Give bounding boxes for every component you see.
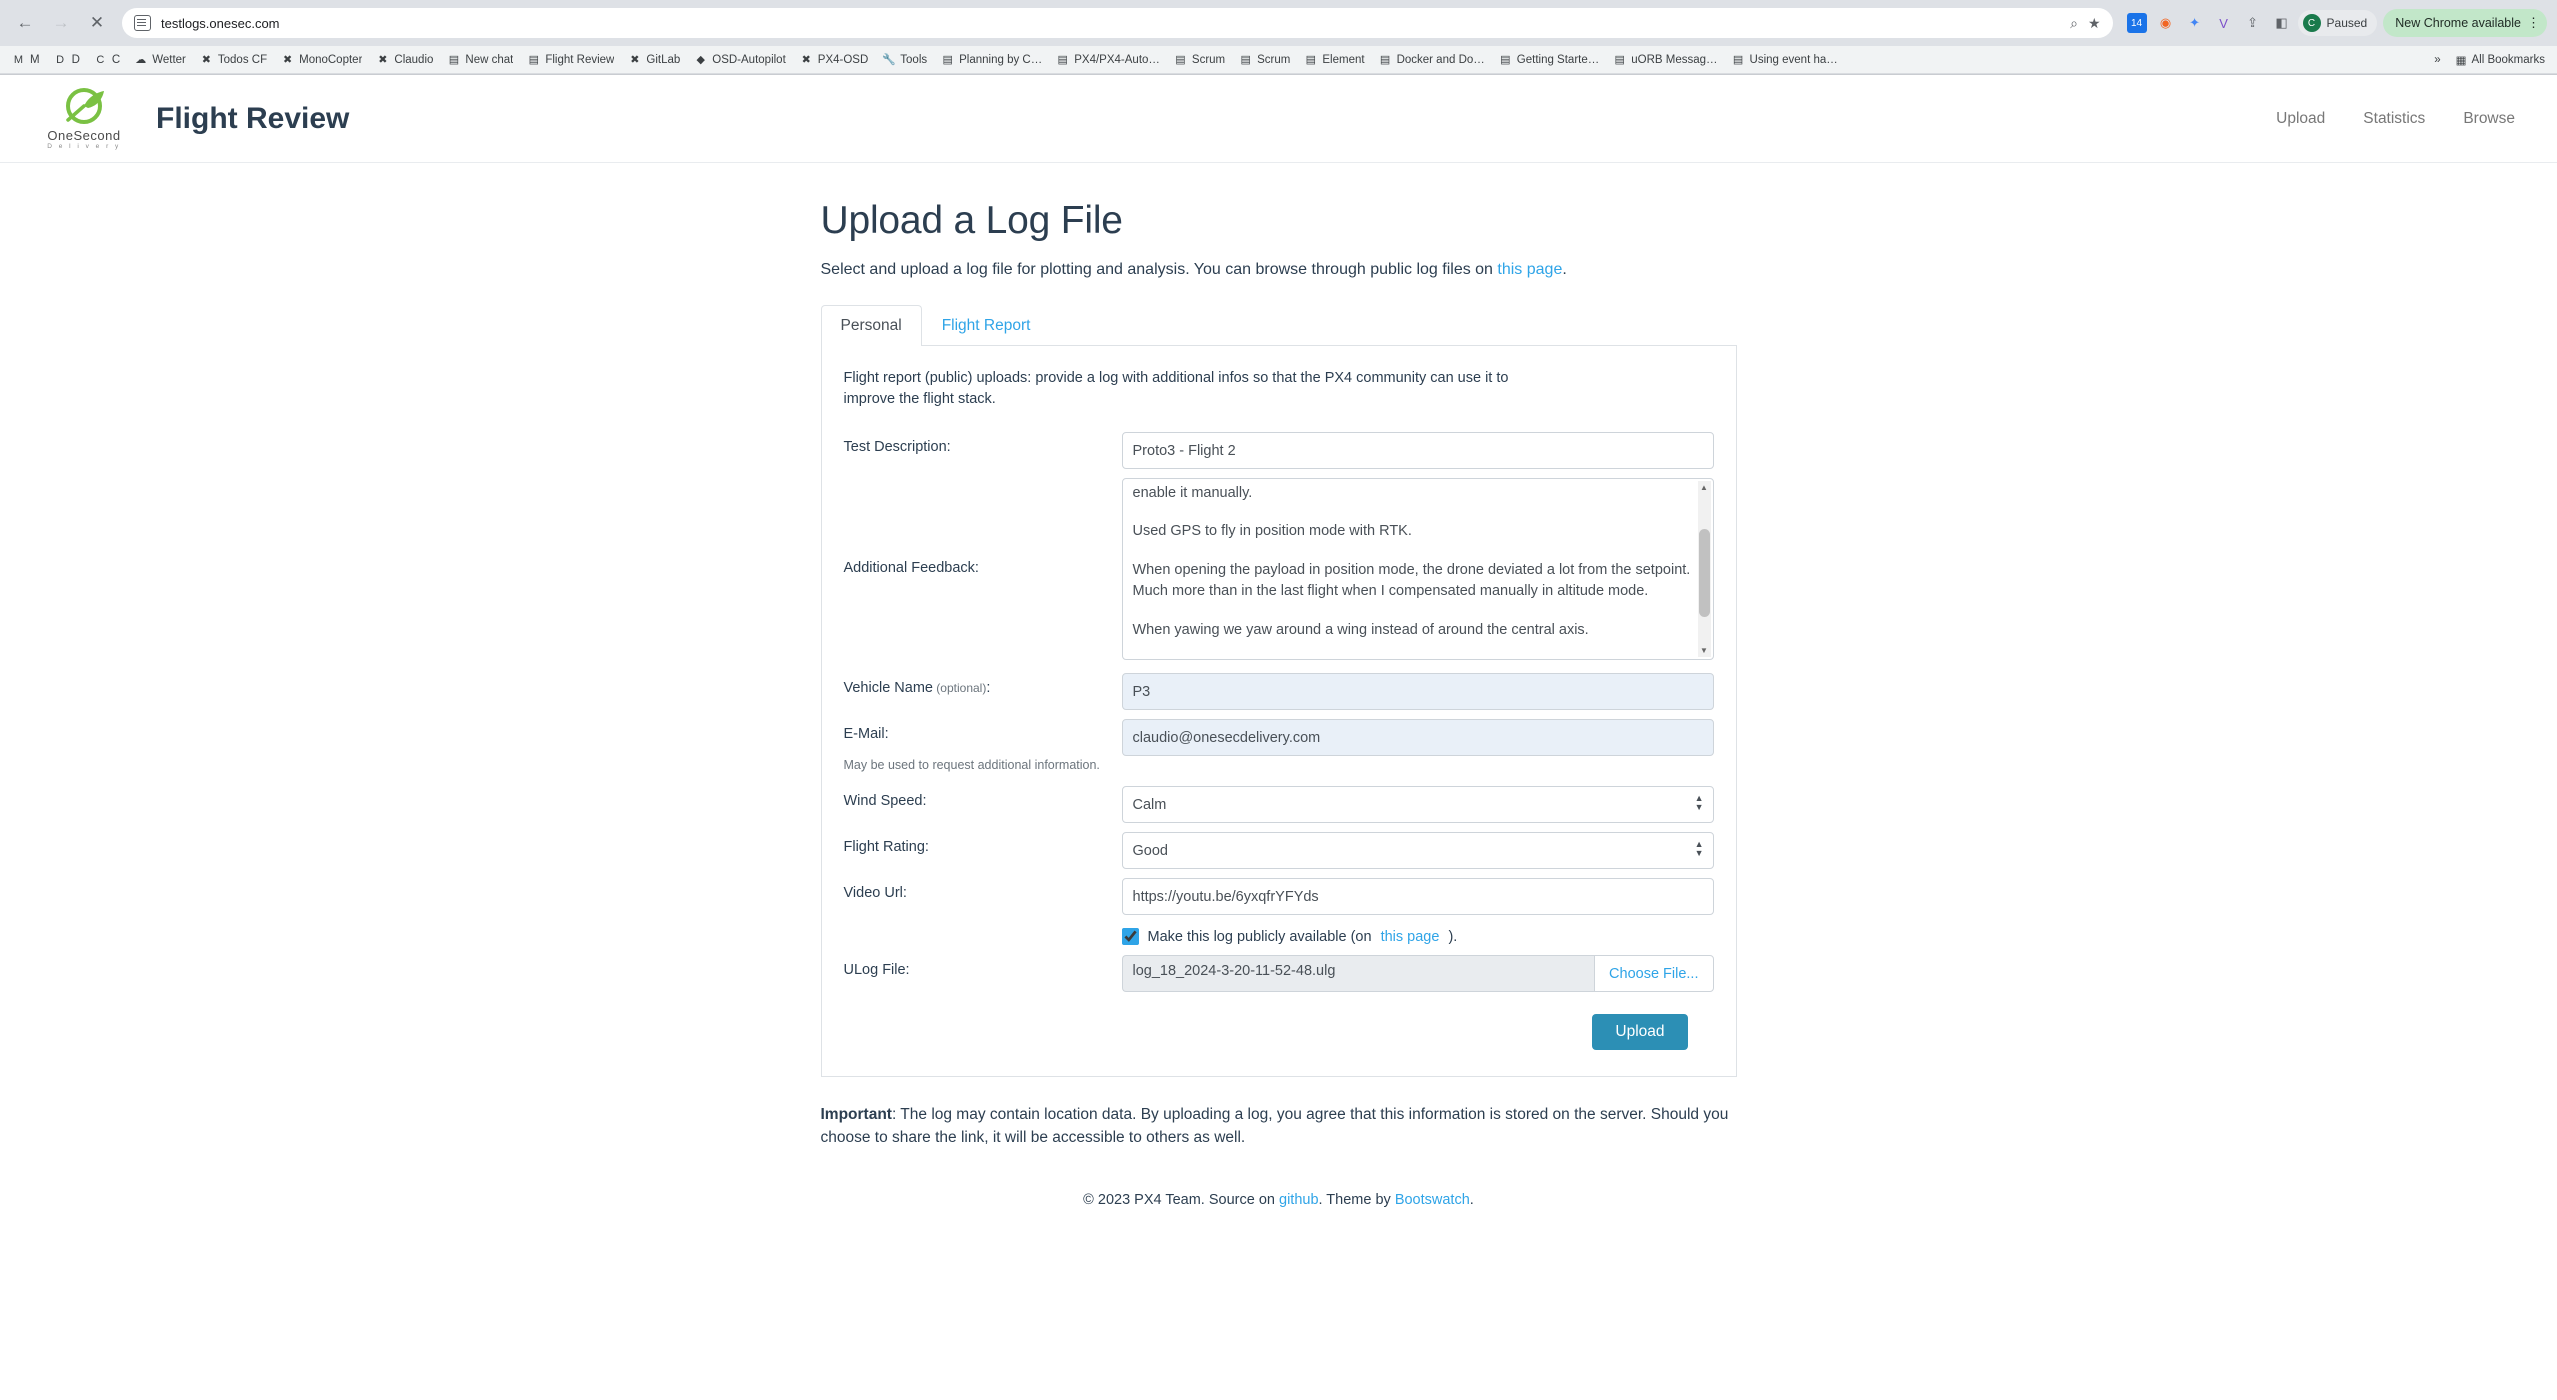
docker-icon: ▤ xyxy=(1379,54,1391,66)
share-icon[interactable]: ⇪ xyxy=(2247,15,2258,30)
puzzle-icon[interactable]: ✦ xyxy=(2189,15,2200,30)
feedback-label: Additional Feedback: xyxy=(843,560,979,577)
feedback-scrollbar[interactable] xyxy=(1698,481,1711,657)
bookmark-label: uORB Messag… xyxy=(1631,53,1718,66)
nav-item-browse[interactable]: Browse xyxy=(2463,109,2515,127)
feedback-textarea[interactable] xyxy=(1122,478,1714,660)
bookmark-label: C xyxy=(111,53,121,66)
wind-speed-select[interactable] xyxy=(1122,786,1714,823)
bookmark-label: Flight Review xyxy=(545,53,615,66)
uorb-icon: ▤ xyxy=(1614,54,1625,66)
important-text: : The log may contain location data. By uploading a log, you agree that this information is stored on the server. Should you choose to share the link, it will be accessible to others as well. xyxy=(820,1106,1729,1147)
public-prefix-text: Make this log publicly available (on xyxy=(1147,928,1372,945)
tools-folder-icon: 🔧 xyxy=(882,54,896,66)
newchat-icon: ▤ xyxy=(448,54,460,66)
footer-theme-text: . Theme by xyxy=(1318,1191,1395,1208)
scrum2-icon: ▤ xyxy=(1240,54,1251,66)
bookmarks-bar xyxy=(0,46,2557,74)
bookmark-label: Todos CF xyxy=(217,53,268,66)
bookmark-item[interactable] xyxy=(1607,50,1723,69)
bookmark-label: New chat xyxy=(465,53,514,66)
tab-personal[interactable]: Personal xyxy=(821,305,922,346)
field-row-feedback xyxy=(844,478,1714,660)
vehicle-optional-text: (optional) xyxy=(932,681,987,696)
logo[interactable] xyxy=(30,87,138,150)
description-label: Test Description: xyxy=(843,439,951,456)
events-icon: ▤ xyxy=(1732,54,1744,66)
address-bar[interactable] xyxy=(122,8,2113,38)
email-label: E-Mail: xyxy=(843,726,889,743)
important-notice xyxy=(821,1103,1737,1150)
bookmark-item[interactable] xyxy=(275,50,368,69)
bookmark-label: Docker and Do… xyxy=(1396,53,1485,66)
description-input[interactable] xyxy=(1122,432,1714,469)
chevron-updown-icon: ▲ ▼ xyxy=(1694,839,1704,859)
important-label: Important xyxy=(820,1106,892,1124)
bookmark-item[interactable] xyxy=(1298,50,1370,69)
field-row-email xyxy=(844,719,1714,756)
public-suffix-text: ). xyxy=(1448,928,1458,945)
public-availability-row xyxy=(1122,928,1714,945)
page-footer xyxy=(821,1192,1737,1228)
nav-item-upload[interactable]: Upload xyxy=(2276,109,2326,127)
vpn-icon[interactable]: V xyxy=(2219,15,2228,31)
extension-icons xyxy=(2125,13,2292,33)
field-row-rating xyxy=(844,832,1714,869)
address-bar-url[interactable]: testlogs.onesec.com xyxy=(161,15,280,31)
back-button[interactable]: ← xyxy=(16,13,34,32)
monocopter-icon: ✖ xyxy=(283,54,293,66)
bookmark-label: PX4/PX4-Auto… xyxy=(1074,53,1160,66)
vehicle-label xyxy=(844,673,1122,696)
field-row-wind xyxy=(844,786,1714,823)
browse-logs-link[interactable]: this page xyxy=(1497,261,1563,278)
flight-rating-select[interactable] xyxy=(1122,832,1714,869)
logo-text: OneSecond xyxy=(47,128,121,143)
bookmark-label: Tools xyxy=(900,53,928,66)
planning-icon: ▤ xyxy=(942,54,953,66)
site-header xyxy=(0,75,2557,163)
choose-file-button[interactable]: Choose File... xyxy=(1594,955,1713,992)
update-label: New Chrome available xyxy=(2395,16,2521,30)
bookmark-item[interactable] xyxy=(370,50,439,69)
video-url-input[interactable] xyxy=(1122,878,1714,915)
footer-period: . xyxy=(1469,1191,1474,1208)
bookmark-label: M xyxy=(30,53,40,66)
bookmark-label: Using event ha… xyxy=(1749,53,1838,66)
bookmark-item[interactable] xyxy=(441,50,519,69)
browser-toolbar xyxy=(0,0,2557,46)
ulog-file-label: ULog File: xyxy=(843,962,910,979)
bookmark-label: Planning by C… xyxy=(959,53,1043,66)
nav-item-statistics[interactable]: Statistics xyxy=(2363,109,2426,127)
logo-mark-icon xyxy=(52,87,116,127)
scrollbar-thumb[interactable] xyxy=(1699,529,1710,617)
kebab-icon[interactable]: ⋮ xyxy=(2527,15,2539,30)
tab-flight-report[interactable]: Flight Report xyxy=(941,317,1031,334)
px4-autopilot-icon: ▤ xyxy=(1057,54,1068,66)
ulog-file-name: log_18_2024-3-20-11-52-48.ulg xyxy=(1122,955,1595,992)
bookmark-label: Claudio xyxy=(394,53,434,66)
bookmarks-overflow-button[interactable]: » xyxy=(2434,53,2441,66)
page-lead xyxy=(821,261,1737,279)
bookmark-label: PX4-OSD xyxy=(817,53,869,66)
bookmark-label: Element xyxy=(1322,53,1365,66)
feedback-paragraph: enable it manually. xyxy=(1132,485,1253,502)
upload-button-row xyxy=(844,1014,1714,1050)
field-row-video xyxy=(844,878,1714,915)
bookmark-item[interactable] xyxy=(876,50,933,69)
feedback-paragraph: When opening the payload in position mode, the drone deviated a lot from the setpoint. Much more than in the last flight when I compensated manually in altitude mode. xyxy=(1132,561,1691,600)
osd-autopilot-icon: ◆ xyxy=(696,54,705,66)
bookmark-label: Wetter xyxy=(152,53,186,66)
bookmark-item[interactable] xyxy=(128,50,192,69)
px4-osd-icon: ✖ xyxy=(801,54,811,66)
getting-started-icon: ▤ xyxy=(1500,54,1511,66)
paused-label: Paused xyxy=(2326,16,2368,30)
element-icon: ▤ xyxy=(1305,54,1317,66)
public-page-link[interactable]: this page xyxy=(1380,928,1440,945)
email-input[interactable] xyxy=(1122,719,1714,756)
bookmark-item[interactable] xyxy=(1373,50,1491,69)
bookmark-item[interactable] xyxy=(1168,50,1231,69)
bookmark-label: Scrum xyxy=(1257,53,1291,66)
upload-form-panel xyxy=(821,346,1737,1077)
profile-paused-button[interactable] xyxy=(2298,10,2378,36)
extension-badge-icon[interactable]: 14 xyxy=(2127,13,2147,33)
page-body xyxy=(0,75,2557,1400)
field-row-description xyxy=(844,432,1714,469)
feedback-paragraph: When yawing we yaw around a wing instead of around the central axis. xyxy=(1132,621,1589,638)
todos-icon: ✖ xyxy=(201,54,211,66)
all-bookmarks-button[interactable] xyxy=(2450,50,2551,70)
bookmark-label: OSD-Autopilot xyxy=(712,53,786,66)
bookmark-label: Scrum xyxy=(1191,53,1226,66)
logo-subtext: D e l i v e r y xyxy=(47,143,121,150)
scroll-down-icon[interactable]: ▼ xyxy=(1698,644,1711,657)
upload-tabs xyxy=(821,305,1737,346)
make-public-checkbox[interactable] xyxy=(1122,928,1139,945)
site-nav xyxy=(2276,110,2527,128)
lead-prefix: Select and upload a log file for plotting and analysis. You can browse through public log files on xyxy=(820,261,1498,278)
field-row-vehicle xyxy=(844,673,1714,710)
footer-copyright: © 2023 PX4 Team. Source on xyxy=(1083,1191,1279,1208)
claudio-icon: ✖ xyxy=(378,54,388,66)
browser-chrome xyxy=(0,0,2557,75)
bookmark-item[interactable] xyxy=(622,50,686,69)
vehicle-label-text: Vehicle Name xyxy=(843,680,933,697)
drive-icon: D xyxy=(56,53,65,66)
page-title: Upload a Log File xyxy=(820,199,1123,242)
bookmark-label: Getting Starte… xyxy=(1516,53,1600,66)
gmail-icon: M xyxy=(13,53,24,66)
panel-note: Flight report (public) uploads: provide a log with additional infos so that the PX4 community can use it to improve the flight stack. xyxy=(843,370,1509,408)
bookmark-label: D xyxy=(71,53,80,66)
bootswatch-link[interactable]: Bootswatch xyxy=(1394,1191,1470,1208)
sidepanel-icon[interactable]: ◧ xyxy=(2275,15,2288,30)
bookmark-item[interactable] xyxy=(1050,50,1166,69)
wind-speed-label: Wind Speed: xyxy=(843,793,927,810)
vehicle-name-input[interactable] xyxy=(1122,673,1714,710)
bookmark-item[interactable] xyxy=(1233,50,1296,69)
bookmark-item[interactable] xyxy=(688,50,792,69)
bookmark-item[interactable] xyxy=(1726,50,1844,69)
bookmark-item[interactable] xyxy=(88,51,126,69)
flight-rating-label: Flight Rating: xyxy=(843,839,929,856)
lead-suffix: . xyxy=(1562,261,1567,278)
chrome-update-button[interactable] xyxy=(2383,9,2547,37)
field-row-ulog xyxy=(844,955,1714,992)
bookmark-item[interactable] xyxy=(794,50,875,69)
bookmark-item[interactable] xyxy=(48,51,86,69)
bookmark-label: GitLab xyxy=(646,53,681,66)
bookmark-item[interactable] xyxy=(6,51,46,69)
bookmark-item[interactable] xyxy=(521,50,620,69)
vehicle-label-colon: : xyxy=(986,680,991,697)
calendar-icon: C xyxy=(96,53,105,66)
bookmark-item[interactable] xyxy=(1493,50,1605,69)
weather-icon: ☁ xyxy=(135,54,147,66)
site-info-icon[interactable] xyxy=(134,15,151,31)
avatar: C xyxy=(2303,14,2321,32)
gitlab-icon: ✖ xyxy=(630,54,640,66)
all-bookmarks-icon: ▦ xyxy=(2455,54,2467,67)
feedback-paragraph: Used GPS to fly in position mode with RTK. xyxy=(1132,523,1412,540)
stop-button[interactable]: ✕ xyxy=(89,13,105,32)
flightreview-icon: ▤ xyxy=(528,54,540,66)
email-helper-text: May be used to request additional information. xyxy=(843,758,1100,773)
bookmark-label: MonoCopter xyxy=(299,53,363,66)
upload-button[interactable]: Upload xyxy=(1592,1014,1687,1050)
all-bookmarks-label: All Bookmarks xyxy=(2471,53,2545,66)
brand-title[interactable]: Flight Review xyxy=(156,101,350,135)
bookmark-item[interactable] xyxy=(194,50,273,69)
github-link[interactable]: github xyxy=(1279,1191,1319,1208)
rss-icon[interactable]: ◉ xyxy=(2159,15,2172,30)
bookmark-item[interactable] xyxy=(935,50,1048,69)
forward-button[interactable]: → xyxy=(52,13,70,32)
main-content xyxy=(821,163,1737,1228)
video-url-label: Video Url: xyxy=(843,885,907,902)
chevron-updown-icon: ▲ ▼ xyxy=(1694,793,1704,813)
search-icon[interactable]: ⌕ xyxy=(2070,14,2078,31)
scroll-up-icon[interactable]: ▲ xyxy=(1698,481,1711,494)
bookmark-star-icon[interactable]: ★ xyxy=(2087,14,2101,31)
scrum-icon: ▤ xyxy=(1175,54,1186,66)
